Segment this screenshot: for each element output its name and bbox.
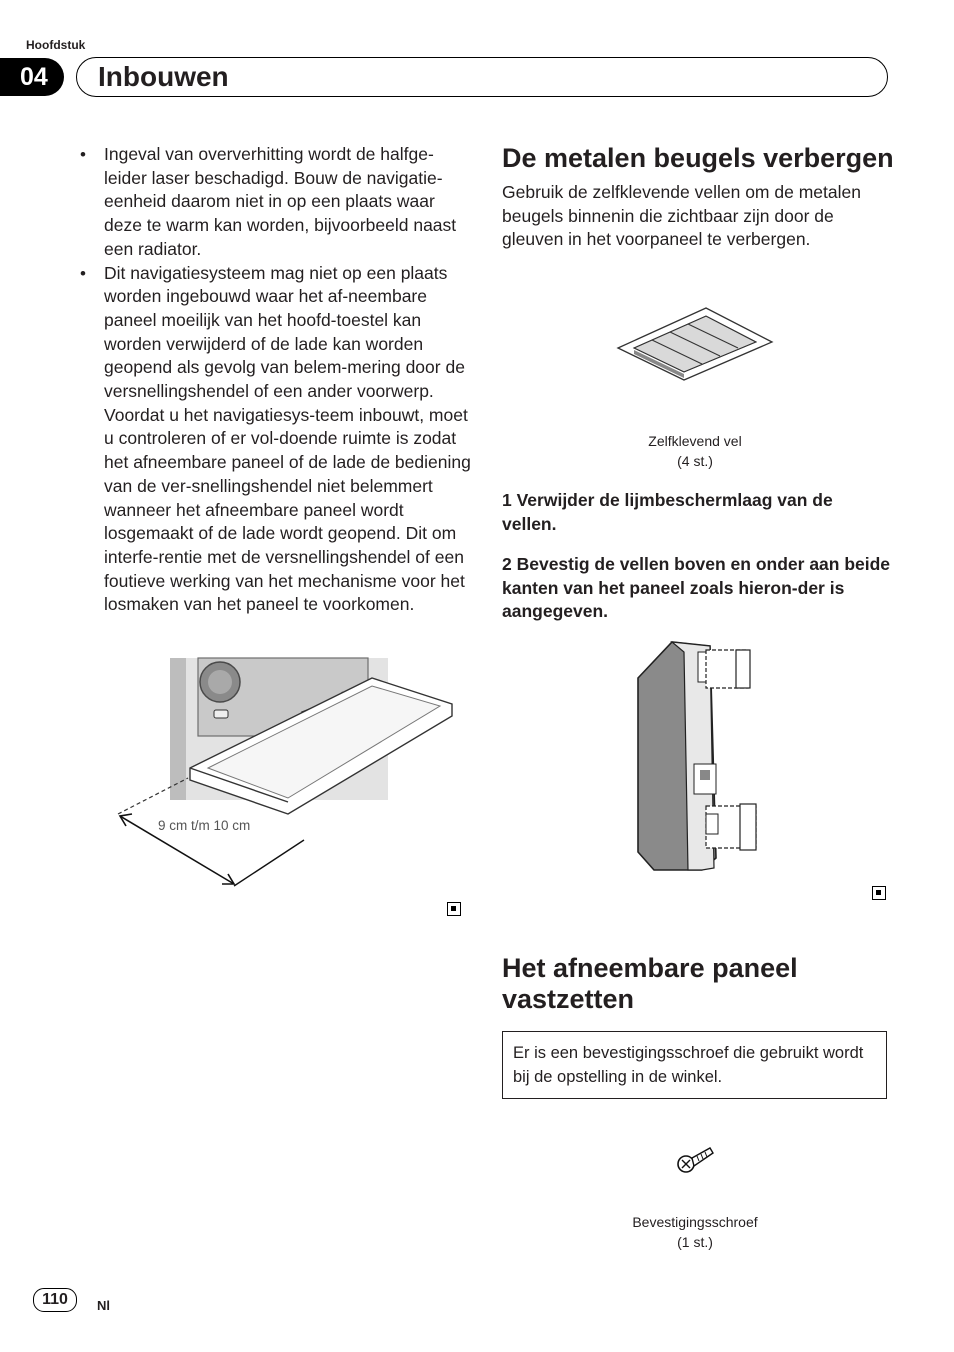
screw-caption-line2: (1 st.) [677, 1234, 713, 1250]
screw-icon [676, 1146, 716, 1176]
section-end-marker [447, 902, 461, 916]
chapter-number: 04 [0, 58, 64, 96]
page-number: 110 [33, 1288, 77, 1312]
adhesive-sheet-illustration [614, 306, 776, 380]
sheet-caption-line1: Zelfklevend vel [648, 433, 742, 449]
screw-caption-line1: Bevestigingsschroef [632, 1214, 758, 1230]
metal-intro-text: Gebruik de zelfklevende vellen om de metalen beugels binnenin die zichtbaar zijn door de gleuven in het voorpaneel te verbergen. [502, 182, 861, 250]
warning-bullet-list [76, 143, 471, 617]
note-box: Er is een bevestigingsschroef die gebruikt wordt bij de opstelling in de winkel. [502, 1031, 887, 1099]
chapter-title: Inbouwen [98, 61, 229, 92]
sheet-caption-line2: (4 st.) [677, 453, 713, 469]
heading-metal-brackets: De metalen beugels verbergen [502, 143, 894, 173]
bullet-item: • Dit navigatiesysteem mag niet op een plaats worden ingebouwd waar het af-neembare paneel moeilijk van het hoofd-toestel kan worden verwijderd of de lade kan worden geopend als gevolg van belem-mering door de versnellingshendel of een ander voorwerp. Voordat u het navigatiesys-teem inbouwt, moet u controleren of er vol-doende ruimte is zodat het afneembare paneel of de lade de bediening van de ver-snellingshendel niet belemmert wanneer het afneembare paneel wordt losgemaakt of de lade wordt geopend. Dit om interfe-rentie met de versnellingshendel of een foutieve werking van het mechanisme voor het losmaken van het paneel te voorkomen. [76, 262, 471, 618]
step-2: 2 Bevestig de vellen boven en onder aan beide kanten van het paneel zoals hieron-der is aangegeven. [502, 554, 891, 622]
section-end-marker [872, 886, 886, 900]
chapter-kicker: Hoofdstuk [26, 38, 86, 52]
step-1: 1 Verwijder de lijmbeschermlaag van de vellen. [502, 490, 833, 534]
language-code: Nl [97, 1298, 110, 1313]
bullet-item: • Ingeval van oververhitting wordt de halfge-leider laser beschadigd. Bouw de navigatie-eenheid daarom niet in op een plaats waar deze te warm kan worden, bijvoorbeeld naast een radiator. [76, 143, 471, 262]
tray-clearance-illustration [112, 656, 462, 896]
panel-sheet-placement-illustration [632, 638, 762, 874]
heading-secure-panel: Het afneembare paneel vastzetten [502, 953, 798, 1014]
clearance-label: 9 cm t/m 10 cm [158, 818, 251, 833]
